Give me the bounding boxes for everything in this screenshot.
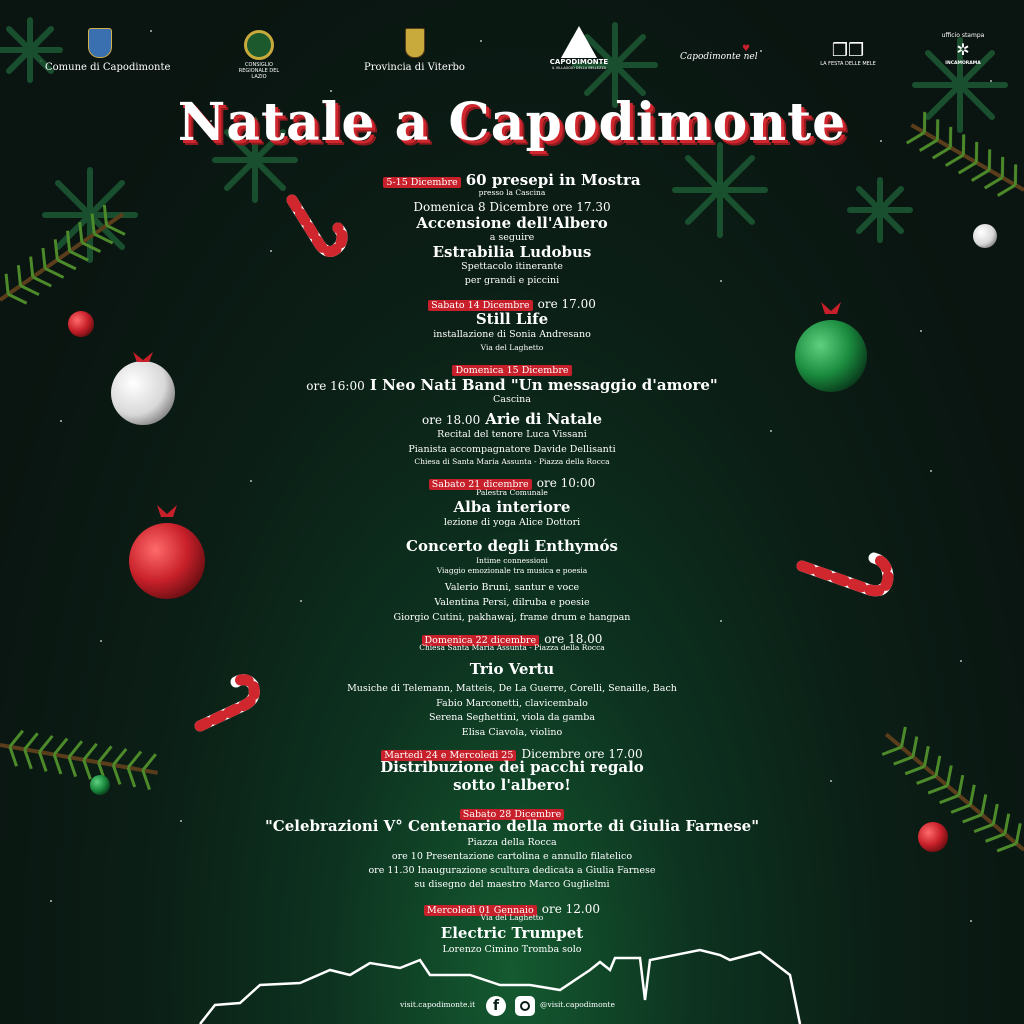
event-8: Martedì 24 e Mercoledì 25 Dicembre ore 17.00 <box>0 743 1024 762</box>
event-desc: Recital del tenore Luca Vissani <box>437 429 587 440</box>
event-place: Palestra Comunale <box>476 488 548 497</box>
event-title: Alba interiore <box>453 498 571 516</box>
event-title: Still Life <box>475 310 549 328</box>
event-performer: Serena Seghettini, viola da gamba <box>428 712 596 723</box>
event-desc: Intime connessioni <box>476 556 548 565</box>
logo-festa-mele: ❒❒ LA FESTA DELLE MELE <box>818 40 878 67</box>
website-link[interactable]: visit.capodimonte.it <box>400 1000 476 1009</box>
event-title: Trio Vertu <box>469 660 555 678</box>
event-desc: Viaggio emozionale tra musica e poesia <box>436 566 588 575</box>
event-performer: Valerio Bruni, santur e voce <box>444 582 580 593</box>
event-place: Piazza della Rocca <box>467 837 557 848</box>
facebook-icon[interactable]: f <box>486 996 506 1016</box>
event-note: a seguire <box>489 232 535 243</box>
event-title: Accensione dell'Albero <box>416 214 608 232</box>
event-3: Sabato 14 Dicembre ore 17.00 <box>0 293 1024 312</box>
event-date: Domenica 22 dicembre <box>422 635 540 646</box>
event-title: Electric Trumpet <box>440 924 584 942</box>
logo-capodimonte-nel: Capodimonte nel ♥ <box>680 44 758 62</box>
event-date: Sabato 28 Dicembre <box>460 809 564 820</box>
event-desc: lezione di yoga Alice Dottori <box>443 517 581 528</box>
event-1: 5-15 Dicembre 60 presepi in Mostra <box>0 170 1024 189</box>
seal-icon <box>244 30 274 60</box>
event-place: Via del Laghetto <box>480 343 544 352</box>
event-performer: Giorgio Cutini, pakhawaj, frame drum e hangpan <box>393 612 631 623</box>
event-desc: Pianista accompagnatore Davide Dellisanti <box>408 444 616 455</box>
event-place: Via del Laghetto <box>480 913 544 922</box>
event-5: Sabato 21 dicembre ore 10:00 <box>0 472 1024 491</box>
event-date: Sabato 14 Dicembre <box>428 300 532 311</box>
tree-icon <box>561 26 597 58</box>
logo-ufficio-stampa: ufficio stampa ✲ INCAMORAMA <box>932 32 994 66</box>
event-date: Mercoledì 01 Gennaio <box>424 905 537 916</box>
apple-jar-icon: ❒❒ <box>831 40 865 61</box>
event-desc: Spettacolo itinerante <box>461 261 563 272</box>
event-place: presso la Cascina <box>478 188 546 197</box>
event-7: Domenica 22 dicembre ore 18.00 <box>0 628 1024 647</box>
logo-consiglio: CONSIGLIO REGIONALE DEL LAZIO <box>232 30 286 80</box>
event-place: Chiesa di Santa Maria Assunta - Piazza della Rocca <box>414 457 610 466</box>
event-title: sotto l'albero! <box>453 776 571 794</box>
logo-provincia: Provincia di Viterbo <box>362 28 467 73</box>
footer <box>400 996 640 1018</box>
event-performer: Elisa Ciavola, violino <box>461 727 563 738</box>
logo-comune: Comune di Capodimonte <box>45 28 155 73</box>
event-10: Mercoledì 01 Gennaio ore 12.00 <box>0 898 1024 917</box>
event-4-line: ore 16:00 I Neo Nati Band "Un messaggio d'amore" <box>306 376 718 394</box>
event-place: Chiesa Santa Maria Assunta - Piazza della Rocca <box>419 643 605 652</box>
event-date: 5-15 Dicembre <box>383 177 460 188</box>
event-desc: ore 11.30 Inaugurazione scultura dedicata a Giulia Farnese <box>368 865 656 876</box>
event-desc: su disegno del maestro Marco Guglielmi <box>414 879 610 890</box>
event-performer: Valentina Persi, dilruba e poesie <box>434 597 590 608</box>
shield-icon <box>405 28 425 58</box>
event-date: Martedì 24 e Mercoledì 25 <box>381 750 516 761</box>
event-title: Distribuzione dei pacchi regalo <box>380 758 644 776</box>
event-place: Cascina <box>493 394 531 405</box>
event-desc: ore 10 Presentazione cartolina e annullo filatelico <box>391 851 633 862</box>
event-4b: ore 18.00 Arie di Natale <box>421 410 603 428</box>
logo-capodimonte-tree: CAPODIMONTE IL VILLAGGIO DELLA BELLEZZA <box>548 26 610 70</box>
event-desc: Musiche di Telemann, Matteis, De La Guerre, Corelli, Senaille, Bach <box>347 683 677 694</box>
event-date: Domenica 15 Dicembre <box>452 365 571 376</box>
event-desc: installazione di Sonia Andresano <box>433 329 591 340</box>
event-date: Sabato 21 dicembre <box>429 479 532 490</box>
event-title: Concerto degli Enthymós <box>406 537 618 555</box>
page-title: Natale a Capodimonte <box>177 92 847 153</box>
heart-icon: ♥ <box>742 44 751 54</box>
instagram-icon[interactable] <box>515 996 535 1016</box>
event-desc: per grandi e piccini <box>464 275 560 286</box>
event-performer: Fabio Marconetti, clavicembalo <box>436 698 588 709</box>
event-when: Domenica 8 Dicembre ore 17.30 <box>413 200 611 214</box>
coat-of-arms-icon <box>88 28 112 58</box>
event-title: Estrabilia Ludobus <box>432 243 592 261</box>
social-handle[interactable]: @visit.capodimonte <box>540 1000 615 1009</box>
event-desc: Lorenzo Cimino Tromba solo <box>442 944 582 955</box>
event-title: "Celebrazioni V° Centenario della morte di Giulia Farnese" <box>264 817 760 835</box>
gear-icon: ✲ <box>956 40 970 59</box>
